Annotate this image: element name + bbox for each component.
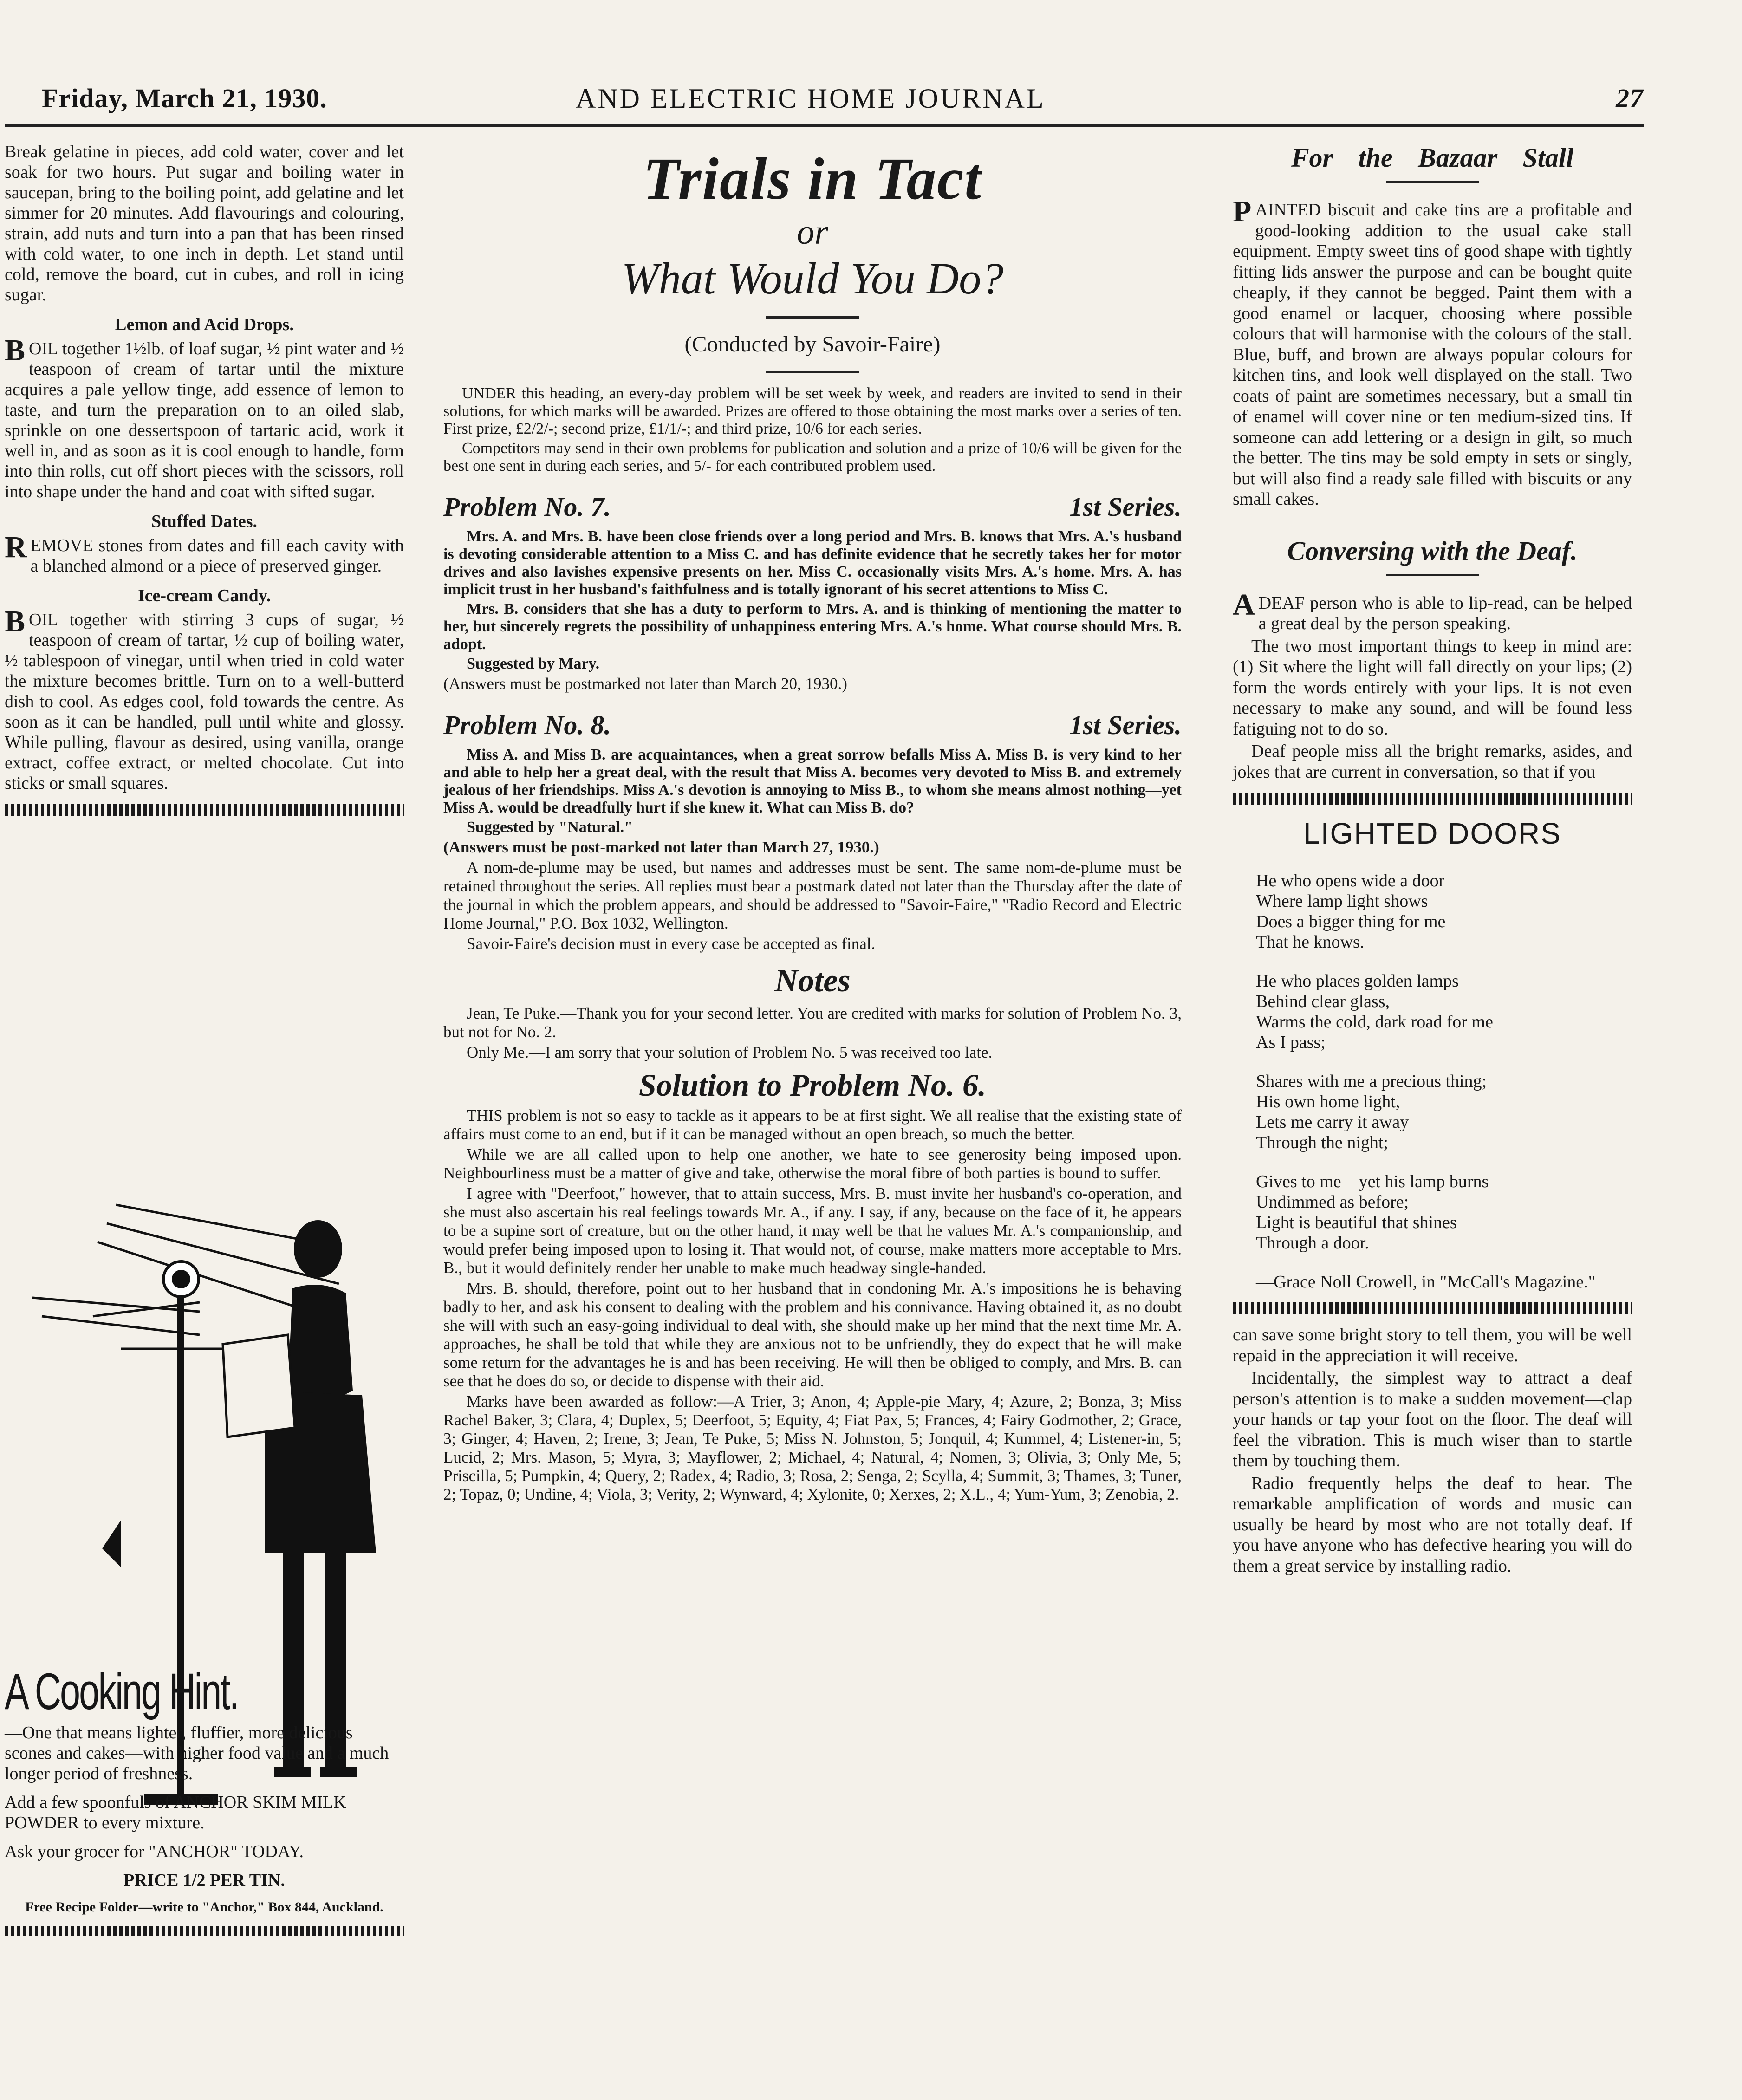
intro-paragraph: Competitors may send in their own problems for publication and solution and a prize of 10/6 will be given for the best one sent in during each series, and 5/- for each contributed problem used.: [443, 440, 1182, 475]
rules-text: Savoir-Faire's decision must in every case be accepted as final.: [467, 935, 876, 953]
stanza: [1256, 1071, 1632, 1153]
right-column: [1233, 142, 1632, 1578]
gelatine-recipe: Break gelatine in pieces, add cold water, cover and let soak for two hours. Put sugar and boiling water in saucepan, bring to the boiling point, add gelatine and let simmer for 20 minutes. Add flavourings and colouring, strain, add nuts and turn into a pan that has been rinsed with cold water, to one inch in depth. Let stand until cold, remove the board, cut in cubes, and roll in icing sugar.: [5, 142, 404, 305]
solution-paragraph: While we are all called upon to help one another, we hate to see generosity being imposed upon. Neighbourliness must be a matter of give and take, otherwise the moral fibre of both parties is bound to suffer.: [443, 1145, 1182, 1182]
poem-line: Through a door.: [1256, 1233, 1369, 1253]
poem-line: Light is beautiful that shines: [1256, 1213, 1457, 1232]
bazaar-heading: For the Bazaar Stall: [1291, 143, 1574, 173]
poem: [1233, 871, 1632, 1292]
stuffed-dates-heading: Stuffed Dates.: [151, 512, 257, 531]
stanza: [1256, 971, 1632, 1053]
feature-title-or: or: [797, 213, 828, 252]
solution-paragraph: I agree with "Deerfoot," however, that to attain success, Mrs. B. must invite her husband's co-operation, and she must also ascertain his real feelings towards Mr. A., if any. I say, if any, because on the face of it, he appears to be a supine sort of creature, but on the other hand, it may well be that he values Mr. A.'s companionship, and would prefer being imposed upon to losing it. That would not, of course, make matters more acceptable to Mrs. B., but it would definitely render her unable to make much headway single-handed.: [443, 1184, 1182, 1277]
series-label: 1st Series.: [1069, 492, 1182, 522]
note: Jean, Te Puke.—Thank you for your second letter. You are credited with marks for solution of Problem No. 3, but not for No. 2.: [443, 1004, 1182, 1041]
deaf-text: The two most important things to keep in mind are: (1) Sit where the light will fall directly on your lips; (2) form the words entirely with your lips. It is not even necessary to make any sound, and will be found less fatiguing not to do so.: [1233, 636, 1632, 739]
rules-text: A nom-de-plume may be used, but names and addresses must be sent. The same nom-de-plume must be retained throughout the series. All replies must bear a postmark dated not later than the Thursday after the date of the journal in which the problem appears, and should be addressed to "Savoir-Faire," "Radio Record and Electric Home Journal," P.O. Box 1032, Wellington.: [443, 858, 1182, 932]
feature-title: Trials in Tact: [643, 146, 982, 212]
poem-line: His own home light,: [1256, 1092, 1400, 1112]
solution-text: [443, 1106, 1182, 1504]
problem-8-heading: [443, 709, 1182, 741]
solution-paragraph: THIS problem is not so easy to tackle as it appears to be at first sight. We all realise that the existing state of affairs must come to an end, but if it can be managed without an open breach, so much the better.: [443, 1106, 1182, 1143]
poem-source: —Grace Noll Crowell, in "McCall's Magazine.": [1256, 1272, 1596, 1292]
advert-title: A Cooking Hint.: [5, 1663, 238, 1720]
header-rule: [5, 124, 1644, 127]
suggested-by: Suggested by "Natural.": [467, 819, 633, 836]
advert-price: PRICE 1/2 PER TIN.: [124, 1871, 285, 1890]
answer-deadline: (Answers must be postmarked not later than March 20, 1930.): [443, 675, 847, 693]
advert-text: Ask your grocer for "ANCHOR" TODAY.: [5, 1842, 304, 1861]
bazaar-text: AINTED biscuit and cake tins are a profitable and good-looking addition to the usual cake stall equipment. Empty sweet tins of good shape with tightly fitting lids answer the purpose and can be bought quite cheaply, if they cannot be begged. Paint them with a good enamel or lacquer, choosing where possible colours that will harmonise with the colours of the stall. Blue, buff, and brown are always popular colours for kitchen tins, and look well displayed on the stall. Two coats of paint are sometimes necessary, but a small tin of enamel will cover nine or ten medium-sized tins. If someone can add lettering or a design in gilt, so much the better. The tins may be sold empty in sets or singly, but will also find a ready sale filled with biscuits or any small cakes.: [1233, 200, 1632, 509]
deaf-text: can save some bright story to tell them, you will be well repaid in the appreciation it will receive.: [1233, 1325, 1632, 1365]
lemon-drops-heading: Lemon and Acid Drops.: [115, 315, 294, 334]
answer-deadline: (Answers must be post-marked not later than March 27, 1930.): [443, 838, 879, 856]
solution-heading: Solution to Problem No. 6.: [638, 1067, 987, 1103]
deaf-article: [1233, 587, 1632, 634]
page-header: [37, 70, 1644, 121]
lemon-drops-recipe: [5, 333, 404, 502]
marks-list: Marks have been awarded as follow:—A Trier, 3; Anon, 4; Apple-pie Mary, 4; Azure, 2; Bonza, 3; Miss Rachel Baker, 3; Clara, 4; Duplex, 5; Deerfoot, 5; Equity, 4; Fiat Pax, 5; Frances, 4; Fairy Godmother, 2; Grace, 3; Ginger, 4; Haven, 2; Irene, 3; Jean, Te Puke, 5; Miss N. Johnston, 5; Jonquil, 4; Kummel, 4; Listener-in, 5; Lucid, 2; Mrs. Mason, 5; Myra, 3; Mayflower, 2; Michael, 4; Natural, 4; Nomen, 3; Olivia, 3; Only Me, 5; Priscilla, 5; Pumpkin, 4; Query, 2; Radex, 4; Radio, 3; Rosa, 2; Senga, 2; Scylla, 4; Summit, 3; Thames, 3; Tuner, 2; Topaz, 0; Undine, 4; Viola, 3; Verity, 2; Wynward, 4; Xylonite, 0; Xerxes, 2; X.L., 4; Yum-Yum, 3; Zenobia, 2.: [443, 1392, 1182, 1503]
poem-line: Lets me carry it away: [1256, 1112, 1409, 1132]
byline: (Conducted by Savoir-Faire): [684, 332, 941, 357]
notes: [443, 1004, 1182, 1062]
problem-text: Mrs. A. and Mrs. B. have been close friends over a long period and Mrs. B. knows that Mrs. A.'s husband is devoting considerable attention to a Miss C. and has definite evidence that he secretly takes her for motor drives and also lavishes expensive presents on her. Miss C. occasionally visits Mrs. A.'s home. Mrs. A. has implicit trust in her husband's faithfulness and is totally ignorant of his secret attentions to Miss C.: [443, 528, 1182, 598]
ornamental-divider: [5, 1926, 404, 1936]
advert-text: —One that means lighter, fluffier, more delicious scones and cakes—with higher food value and a much longer period of freshness.: [5, 1723, 389, 1783]
title-rule: [766, 371, 859, 373]
stanza: [1256, 871, 1632, 952]
deaf-text: Radio frequently helps the deaf to hear. The remarkable amplification of words and music can usually be heard by most who are not totally deaf. If you have anyone who has defective hearing you will do them a great service by installing radio.: [1233, 1473, 1632, 1576]
bazaar-article: [1233, 195, 1632, 510]
poem-line: Gives to me—yet his lamp burns: [1256, 1172, 1489, 1191]
problem-text: Mrs. B. considers that she has a duty to perform to Mrs. A. and is thinking of mentioning the matter to her, but sincerely regrets the possibility of unhappiness entering Mrs. A.'s home. What course should Mrs. B. adopt.: [443, 600, 1182, 653]
feature-subtitle: What Would You Do?: [621, 254, 1004, 303]
poem-line: Undimmed as before;: [1256, 1192, 1409, 1212]
anchor-advert: [5, 1723, 404, 1946]
masthead: AND ELECTRIC HOME JOURNAL: [576, 83, 1046, 114]
stanza: [1256, 1171, 1632, 1253]
drop-cap: B: [5, 605, 26, 638]
ornamental-divider: [1233, 793, 1632, 805]
poem-title: LIGHTED DOORS: [1303, 817, 1561, 850]
advert-text: Add a few spoonfuls of ANCHOR SKIM MILK POWDER to every mixture.: [5, 1793, 346, 1833]
advert-address: Free Recipe Folder—write to "Anchor," Box 844, Auckland.: [25, 1899, 384, 1915]
lemon-drops-text: OIL together 1½lb. of loaf sugar, ½ pint water and ½ teaspoon of cream of tartar until the mixture acquires a pale yellow tinge, add essence of lemon to taste, and turn the preparation on to an oiled slab, sprinkle on one dessertspoon of tartaric acid, work it well in, and as soon as it is cool enough to handle, form into thin rolls, cut off short pieces with the scissors, roll into shape under the hand and coat with sifted sugar.: [5, 339, 404, 501]
poem-line: He who opens wide a door: [1256, 871, 1445, 891]
poem-line: As I pass;: [1256, 1033, 1326, 1052]
poem-line: Shares with me a precious thing;: [1256, 1072, 1487, 1091]
heading-rule: [1386, 574, 1479, 576]
problem-8-body: [443, 746, 1182, 836]
poem-line: Warms the cold, dark road for me: [1256, 1012, 1493, 1032]
notes-heading: Notes: [774, 963, 851, 999]
poem-line: He who places golden lamps: [1256, 971, 1459, 991]
page-number: 27: [1616, 83, 1644, 113]
stuffed-dates-text: EMOVE stones from dates and fill each cavity with a blanched almond or a piece of preserved ginger.: [30, 536, 404, 576]
drop-cap: B: [5, 333, 26, 367]
poem-line: Behind clear glass,: [1256, 992, 1390, 1011]
note: Only Me.—I am sorry that your solution of Problem No. 5 was received too late.: [467, 1043, 993, 1061]
problem-label: Problem No. 7.: [443, 492, 611, 522]
recipes-column: [5, 142, 404, 826]
poem-line: Does a bigger thing for me: [1256, 912, 1446, 931]
problem-label: Problem No. 8.: [443, 710, 611, 740]
ice-cream-candy-text: OIL together with stirring 3 cups of sugar, ½ teaspoon of cream of tartar, ½ cup of boiling water, ½ tablespoon of vinegar, until when tried in cold water the mixture becomes brittle. Turn on to a well-butterd dish to cool. As edges cool, fold towards the centre. As soon as it can be handled, pull until white and glossy. While pulling, flavour as desired, using vanilla, orange extract, coffee extract, or melted chocolate. Cut into sticks or small squares.: [5, 610, 404, 793]
ice-cream-candy-heading: Ice-cream Candy.: [137, 586, 271, 605]
poem-line: Where lamp light shows: [1256, 891, 1428, 911]
heading-rule: [1386, 181, 1479, 183]
issue-date: Friday, March 21, 1930.: [42, 83, 327, 113]
drop-cap: P: [1233, 195, 1252, 228]
poem-line: That he knows.: [1256, 932, 1365, 952]
problem-text: Miss A. and Miss B. are acquaintances, when a great sorrow befalls Miss A. Miss B. is very kind to her and able to help her a great deal, with the result that Miss A. becomes very devoted to Miss B. and extremely jealous of her friendships. Miss A.'s devotion is annoying to Miss B., to whom she means almost nothing—yet Miss A. would be dreadfully hurt if she knew it. What can Miss B. do?: [443, 746, 1182, 816]
rules: [443, 858, 1182, 953]
deaf-text: DEAF person who is able to lip-read, can be helped a great deal by the person speaking.: [1258, 593, 1632, 633]
title-rule: [766, 316, 859, 319]
deaf-text: Incidentally, the simplest way to attract a deaf person's attention is to make a sudden movement—clap your hands or tap your foot on the floor. The deaf will feel the vibration. This is much wiser than to startle them by touching them.: [1233, 1368, 1632, 1470]
solution-paragraph: Mrs. B. should, therefore, point out to her husband that in condoning Mr. A.'s impositions he is behaving badly to her, and ask his consent to dealing with the problem and his connivance. Having obtained it, as no doubt she will with such an easy-going individual to deal with, she should make up her mind that the next time Mr. A. approaches, he shall be told that while they are anxious not to be unfriendly, they do expect that he will make some return for the advantages he is and has been receiving. He will then be obliged to comply, and Mrs. B. can see that he does do so, or decide to dispense with their aid.: [443, 1279, 1182, 1390]
problem-7-heading: [443, 491, 1182, 523]
poem-line: Through the night;: [1256, 1133, 1388, 1152]
series-label: 1st Series.: [1069, 710, 1182, 740]
ornamental-divider: [1233, 1302, 1632, 1314]
drop-cap: A: [1233, 587, 1255, 622]
ice-cream-candy-recipe: [5, 605, 404, 793]
problem-7-body: [443, 528, 1182, 673]
stuffed-dates-recipe: [5, 530, 404, 576]
deaf-heading: Conversing with the Deaf.: [1287, 535, 1578, 566]
intro-text: [443, 385, 1182, 475]
ornamental-divider: [5, 804, 404, 816]
deaf-text: Deaf people miss all the bright remarks, asides, and jokes that are current in conversation, so that if you: [1233, 741, 1632, 782]
trials-in-tact-column: [443, 142, 1182, 1506]
intro-paragraph: UNDER this heading, an every-day problem will be set week by week, and readers are invited to send in their solutions, for which marks will be awarded. Prizes are offered to those obtaining the most marks over a series of ten. First prize, £2/2/-; second prize, £1/1/-; and third prize, 10/6 for each series.: [443, 385, 1182, 437]
drop-cap: R: [5, 530, 27, 564]
suggested-by: Suggested by Mary.: [467, 655, 600, 672]
